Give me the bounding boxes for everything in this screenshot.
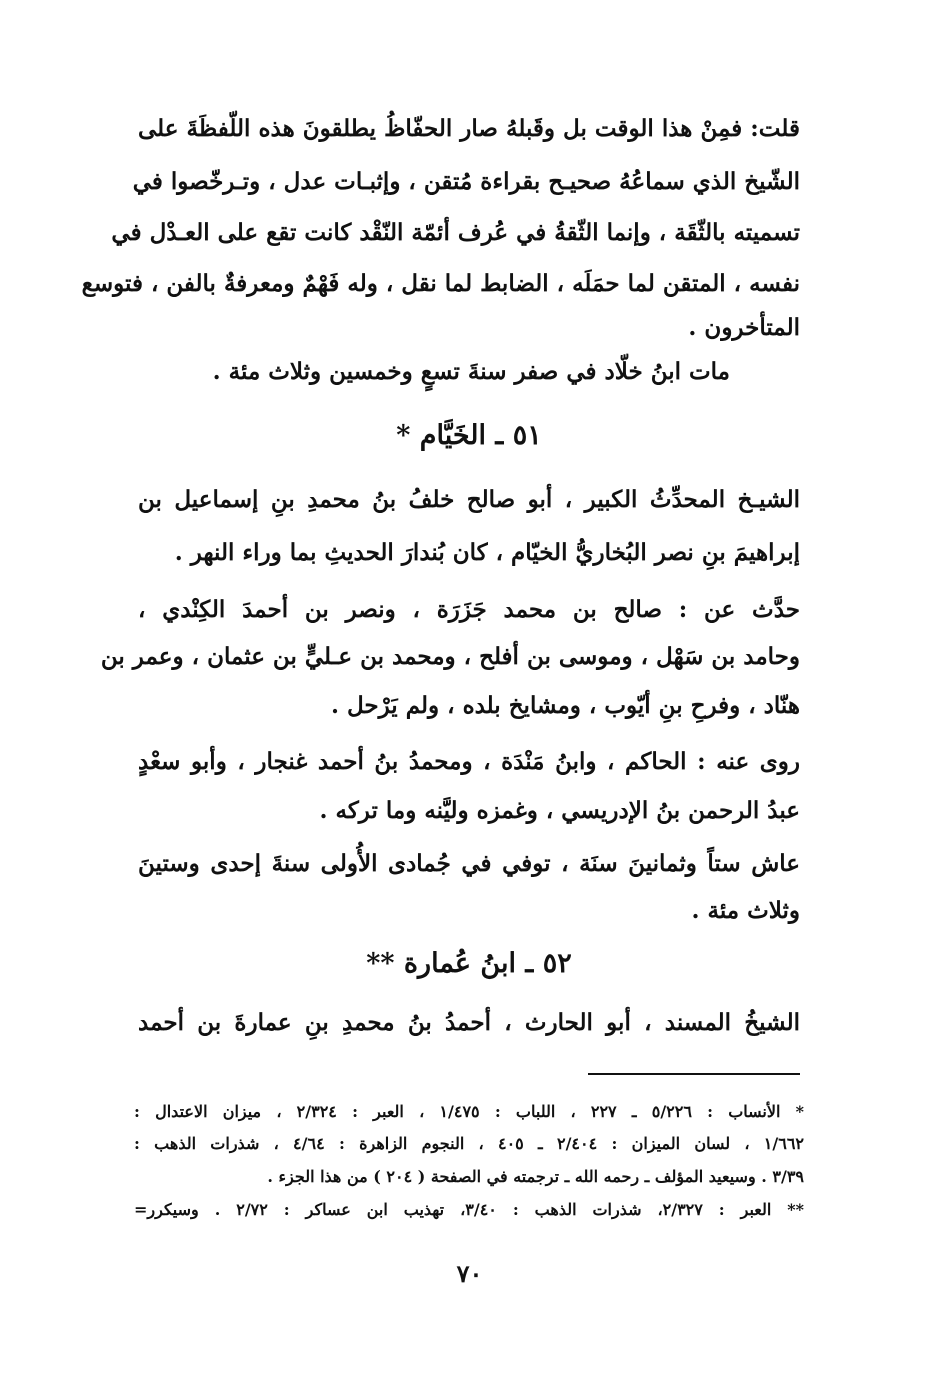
- text-line: عبدُ الرحمن بنُ الإدريسي ، وغمزه وليَّنه وما تركه .: [319, 797, 800, 824]
- footnote-line: ١/٦٦٢ ، لسان الميزان : ٢/٤٠٤ ـ ٤٠٥ ، النجوم الزاهرة : ٤/٦٤ ، شذرات الذهب :: [134, 1134, 804, 1153]
- text-line: المتأخرون .: [688, 314, 800, 341]
- text-line: تسميته بالثّقَة ، وإنما الثّقةُ في عُرف أئمّة النّقْد كانت تقع على العـدْل في: [111, 219, 800, 246]
- entry-heading: ٥١ ـ الخَيَّام *: [396, 420, 542, 451]
- text-line: مات ابنُ خلّاد في صفر سنةَ تسعٍ وخمسين وثلاث مئة .: [212, 358, 730, 385]
- text-line: عاش ستاً وثمانينَ سنَة ، توفي في جُمادى الأُولى سنةَ إحدى وستينَ: [138, 850, 800, 877]
- text-line: حدَّث عن : صالح بن محمد جَزَرَة ، ونصر بن أحمدَ الكِنْدي ،: [138, 596, 800, 623]
- text-line: روى عنه : الحاكم ، وابنُ مَنْدَة ، ومحمدُ بنُ أحمد غنجار ، وأبو سعْدٍ: [138, 748, 800, 775]
- text-line: إبراهيمَ بنِ نصر البُخاريُّ الخيّام ، كان بُندارَ الحديثِ بما وراء النهر .: [174, 539, 800, 566]
- footnote-line: ** العبر : ٢/٣٢٧، شذرات الذهب : ٣/٤٠، تهذيب ابن عساكر : ٢/٧٢ . وسيكرر=: [134, 1200, 805, 1219]
- text-line: هنّاد ، وفرحِ بنِ أيّوب ، ومشايخ بلده ، ولم يَرْحل .: [330, 692, 800, 719]
- text-line: قلت: فمِنْ هذا الوقت بل وقَبلهُ صار الحفّاظُ يطلقونَ هذه اللّفظَةَ على: [138, 115, 800, 142]
- footnote-line: ٣/٣٩ . وسيعيد المؤلف ـ رحمه الله ـ ترجمته في الصفحة ( ٢٠٤ ) من هذا الجزء .: [267, 1167, 804, 1186]
- footnote-line: * الأنساب : ٥/٢٢٦ ـ ٢٢٧ ، اللباب : ١/٤٧٥ ، العبر : ٢/٣٢٤ ، ميزان الاعتدال :: [134, 1102, 805, 1121]
- text-line: وثلاث مئة .: [691, 897, 800, 924]
- entry-heading: ٥٢ ـ ابنُ عُمارة **: [366, 948, 572, 979]
- text-line: وحامد بن سَهْل ، وموسى بن أفلح ، ومحمد بن عـليٍّ بن عثمان ، وعمر بن: [100, 643, 800, 670]
- footnote-divider: [588, 1073, 800, 1075]
- text-line: الشيخُ المسند ، أبو الحارث ، أحمدُ بنُ محمدِ بنِ عمارةَ بن أحمد: [138, 1009, 800, 1036]
- text-line: الشيـخ المحدِّثُ الكبير ، أبو صالح خلفُ بنُ محمدِ بنِ إسماعيل بن: [138, 486, 800, 513]
- text-line: الشّيخ الذي سماعُهُ صحيـح بقراءة مُتقن ، وإثبـات عدل ، وتـرخّصوا في: [132, 168, 800, 195]
- text-line: نفسه ، المتقن لما حمَلَه ، الضابط لما نقل ، وله فَهْمٌ ومعرفةٌ بالفن ، فتوسع: [81, 270, 800, 297]
- page-number: ٧٠: [456, 1259, 483, 1288]
